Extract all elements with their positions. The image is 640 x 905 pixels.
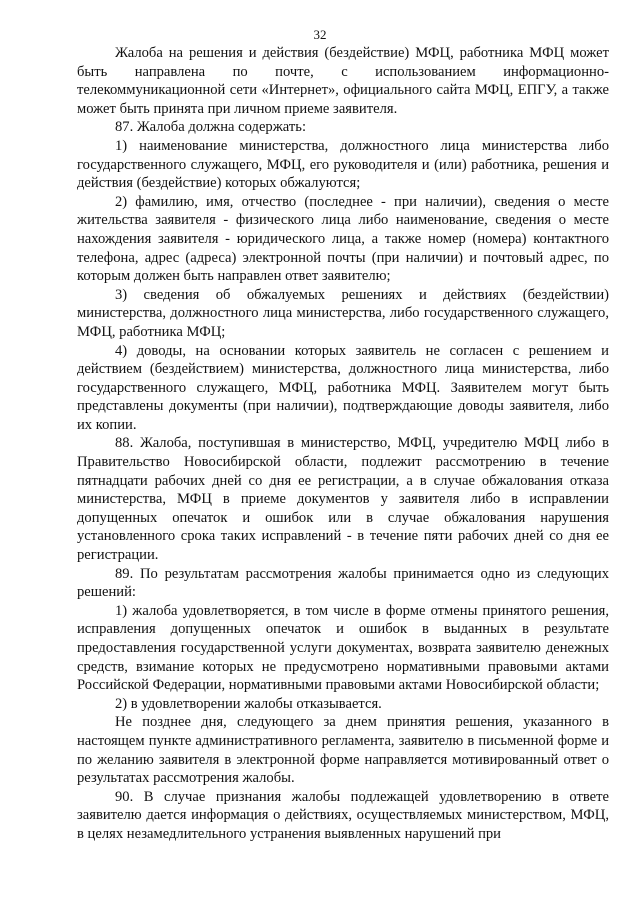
paragraph-87-item-1: 1) наименование министерства, должностного лица министерства либо государственного служащего, МФЦ, его руководителя и (или) работника, решения и действия (бездействие) которых обжалуются; xyxy=(77,137,609,192)
paragraph-complaint-channels: Жалоба на решения и действия (бездействие) МФЦ, работника МФЦ может быть направлена по почте, с использованием информационно-телекоммуникационной сети «Интернет», официального сайта МФЦ, ЕПГУ, а также может быть принята при личном приеме заявителя. xyxy=(77,45,609,117)
document-body xyxy=(77,44,609,844)
paragraph-89-response: Не позднее дня, следующего за днем принятия решения, указанного в настоящем пункте административного регламента, заявителю в письменной форме и по желанию заявителя в электронной форме направляется мотивированный ответ о результатах рассмотрения жалобы. xyxy=(77,714,609,787)
paragraph-87-item-4: 4) доводы, на основании которых заявитель не согласен с решением и действием (бездействием) министерства, должностного лица министерства, либо государственного служащего, МФЦ, работника МФЦ. Заявителем могут быть представлены документы (при наличии), подтверждающие доводы заявителя, либо их копии. xyxy=(77,342,609,433)
page-number: 32 xyxy=(313,27,327,42)
paragraph-87-item-2: 2) фамилию, имя, отчество (последнее - при наличии), сведения о месте жительства заявителя - физического лица либо наименование, сведения о месте нахождения заявителя - юридического лица, а также номер (номера) контактного телефона, адрес (адреса) электронной почты (при наличии) и почтовый адрес, по которым должен быть направлен ответ заявителю; xyxy=(77,193,609,285)
paragraph-89-item-2: 2) в удовлетворении жалобы отказывается. xyxy=(115,695,382,712)
paragraph-87-item-3: 3) сведения об обжалуемых решениях и действиях (бездействии) министерства, должностного лица министерства, либо государственного служащего, МФЦ, работника МФЦ; xyxy=(77,286,609,340)
paragraph-88: 88. Жалоба, поступившая в министерство, МФЦ, учредителю МФЦ либо в Правительство Новосибирской области, подлежит рассмотрению в течение пятнадцати рабочих дней со дня ее регистрации, а в случае обжалования отказа министерства, МФЦ в приеме документов у заявителя либо в исправлении допущенных опечаток и ошибок или в случае обжалования нарушения установленного срока таких исправлений - в течение пяти рабочих дней со дня ее регистрации. xyxy=(77,435,609,564)
paragraph-89-heading: 89. По результатам рассмотрения жалобы принимается одно из следующих решений: xyxy=(77,565,609,601)
paragraph-87-heading: 87. Жалоба должна содержать: xyxy=(115,119,306,136)
paragraph-89-item-1: 1) жалоба удовлетворяется, в том числе в форме отмены принятого решения, исправления допущенных опечаток и ошибок в выданных в результате предоставления государственной услуги документах, возврата заявителю денежных средств, взимание которых не предусмотрено нормативными правовыми актами Российской Федерации, нормативными правовыми актами Новосибирской области; xyxy=(77,602,609,694)
paragraph-90: 90. В случае признания жалобы подлежащей удовлетворению в ответе заявителю дается информация о действиях, осуществляемых министерством, МФЦ, в целях незамедлительного устранения выявленных нарушений при xyxy=(77,788,609,842)
